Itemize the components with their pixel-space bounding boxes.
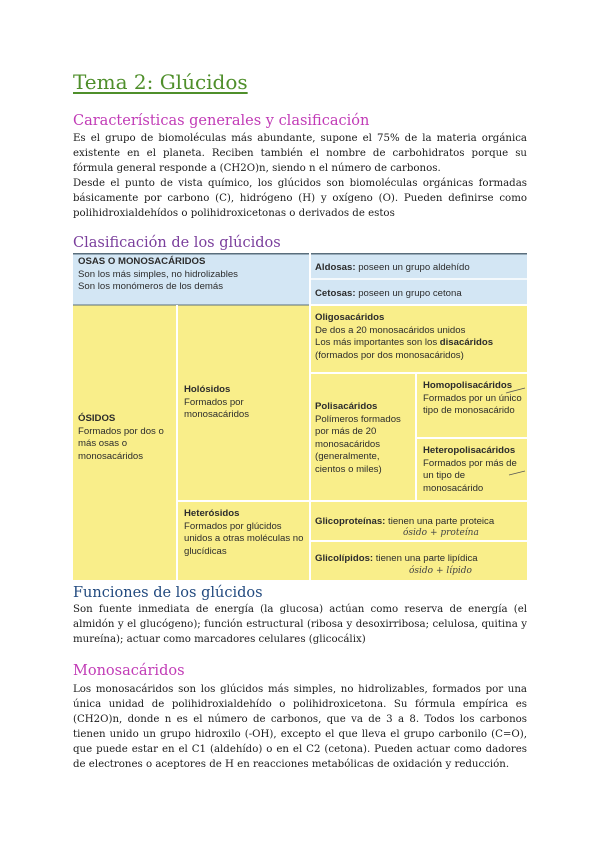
osas-line-1: Son los más simples, no hidrolizables [78,268,238,280]
cetosas-label: Cetosas: [315,288,356,299]
aldosas-cell [310,259,527,278]
paragraph-definition: Es el grupo de biomoléculas más abundante, supone el 75% de la materia orgánica existente en el planeta. Reciben también el nombre de carbohidratos porque su fórmula general responde a (CH2O)n, siendo n el número de carbonos. [73,133,527,174]
handwritten-note-proteina: ósido + proteína [403,528,479,538]
osas-cell [73,253,310,297]
heterosidos-cell [179,505,309,561]
homopolisacaridos-title: Homopolisacáridos [423,380,513,391]
paragraph-chemistry: Desde el punto de vista químico, los glúcidos son biomoléculas orgánicas formadas básicamente por carbono (C), hidrógeno (H) y oxígeno (O). Pueden definirse como polihidroxialdehídos o polihidroxicetonas o derivados de estos [73,178,527,219]
glicolipidos-text: tienen una parte lipídica [373,553,478,564]
glicolipidos-label: Glicolípidos: [315,553,374,564]
oligosacaridos-cell [310,309,527,365]
oligosacaridos-line-3: (formados por dos monosacáridos) [315,349,464,361]
oligosacaridos-title: Oligosacáridos [315,312,385,323]
osidos-title: ÓSIDOS [78,413,116,424]
oligosacaridos-line-1: De dos a 20 monosacáridos unidos [315,324,466,336]
osidos-cell [73,410,177,466]
cetosas-text: poseen un grupo cetona [355,288,462,299]
glicoproteinas-text: tienen una parte proteica [385,516,495,527]
handwritten-note-lipido: ósido + lípido [409,566,472,576]
heterosidos-title: Heterósidos [184,508,240,519]
oligosacaridos-line-2 [315,337,522,350]
holosidos-cell [179,381,309,425]
heteropolisacaridos-text: Formados por más de un tipo de monosacárido [423,457,517,494]
section-heading-monosacaridos: Monosacáridos [73,663,185,679]
polisacaridos-title: Polisacáridos [315,401,378,412]
aldosas-label: Aldosas: [315,262,356,273]
oligosacaridos-line-2a: Los más importantes son los [315,337,440,348]
section-heading-funciones: Funciones de los glúcidos [73,585,263,601]
polisacaridos-cell [310,398,416,479]
disacaridos-label: disacáridos [439,337,494,348]
page-title: Tema 2: Glúcidos [73,70,248,94]
homopolisacaridos-text: Formados por un único tipo de monosacárido [423,392,522,416]
paragraph-funciones: Son fuente inmediata de energía (la glucosa) actúan como reserva de energía (el almidón y el glucógeno); función estructural (ribosa y desoxirribosa; celulosa, quitina y mureína); actuar como marcadores celulares (glicocálix) [73,604,527,645]
osidos-text: Formados por dos o más osas o monosacáridos [78,425,164,462]
heteropolisacaridos-cell [418,442,527,498]
glicoproteinas-label: Glicoproteínas: [315,516,386,527]
cetosas-cell [310,285,527,304]
heteropolisacaridos-title: Heteropolisacáridos [423,445,516,456]
holosidos-title: Holósidos [184,384,231,395]
section-heading-caracteristicas: Características generales y clasificación [73,113,370,129]
osas-line-2: Son los monómeros de los demás [78,281,224,292]
homopolisacaridos-cell [418,377,527,421]
holosidos-text: Formados por monosacáridos [184,396,250,420]
polisacaridos-text: Polímeros formados por más de 20 monosacáridos (generalmente, cientos o miles) [315,413,401,475]
classification-table [73,253,527,580]
aldosas-text: poseen un grupo aldehído [355,262,470,273]
heterosidos-text: Formados por glúcidos unidos a otras moléculas no glucídicas [184,520,304,557]
paragraph-monosacaridos: Los monosacáridos son los glúcidos más simples, no hidrolizables, formados por una única unidad de polihidroxialdehído o polihidroxicetona. Su fórmula empírica es (CH2O)n, donde n es el número de carbonos, que va de 3 a 8. Todos los carbonos tienen unido un grupo hidroxilo (-OH), excepto el que lleva el grupo carbonilo (C=O), que puede estar en el C1 (aldehído) o en el C2 (cetona). Pueden actuar como dadores de electrones o aceptores de H en reacciones metabólicas de oxidación y reducción. [73,684,527,770]
osas-title: OSAS O MONOSACÁRIDOS [78,256,206,267]
section-heading-clasificacion: Clasificación de los glúcidos [73,235,281,251]
